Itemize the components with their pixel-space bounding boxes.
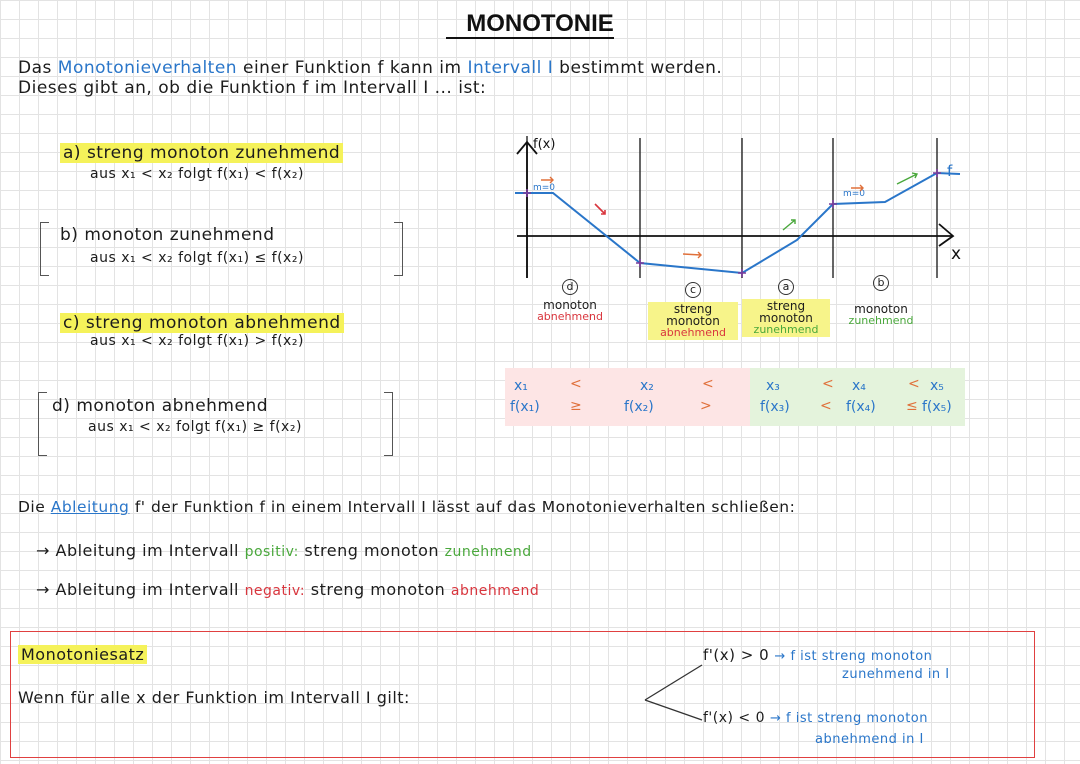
definition-a-rule: aus x₁ < x₂ folgt f(x₁) < f(x₂) xyxy=(90,166,304,182)
interval-d xyxy=(530,279,610,323)
branch-line xyxy=(645,700,702,720)
intro-line-1 xyxy=(18,58,722,78)
positive-label: positiv: xyxy=(244,544,299,560)
theorem-case-positive-cont: zunehmend in I xyxy=(842,667,950,682)
definition-c-text: c) streng monoton abnehmend xyxy=(60,313,344,333)
comparison-f-rel-2: > xyxy=(700,398,712,414)
interval-highlight xyxy=(648,302,738,340)
interval-text: zunehmend xyxy=(848,314,914,327)
positive-result: zunehmend xyxy=(444,544,532,560)
derivative-negative xyxy=(36,580,539,599)
derivative-text: streng monoton xyxy=(310,580,446,599)
intro-text: bestimmt werden. xyxy=(559,58,723,78)
comparison-x4: x₄ xyxy=(852,378,866,394)
intro-line-2: Dieses gibt an, ob die Funktion f im Intervall I ... ist: xyxy=(18,78,487,98)
function-curve xyxy=(515,173,960,273)
comparison-band-green xyxy=(750,368,965,426)
comparison-x2: x₂ xyxy=(640,378,654,394)
comparison-f4: f(x₄) xyxy=(846,399,876,415)
interval-a xyxy=(742,279,830,337)
intro-text: einer Funktion f kann im xyxy=(242,58,462,78)
theorem-case-negative xyxy=(703,710,928,726)
theorem-case-positive xyxy=(703,646,932,664)
slope-zero-left: m=0 xyxy=(533,183,556,193)
comparison-f-rel-1: ≥ xyxy=(570,398,582,414)
slope-zero-right: m=0 xyxy=(843,189,866,199)
derivative-keyword: Ableitung xyxy=(50,498,130,516)
y-axis-label: f(x) xyxy=(533,137,556,152)
comparison-x-rel-2: < xyxy=(702,376,714,392)
definition-d-label: d) monoton abnehmend xyxy=(52,396,269,416)
negative-label: negativ: xyxy=(244,583,306,599)
comparison-x-rel-1: < xyxy=(570,376,582,392)
comparison-f-rel-3: < xyxy=(820,398,832,414)
comparison-f5: f(x₅) xyxy=(922,399,952,415)
comparison-x3: x₃ xyxy=(766,378,780,394)
case-condition: f'(x) < 0 xyxy=(703,710,766,726)
interval-text: zunehmend xyxy=(753,323,819,336)
bracket-right-d xyxy=(384,392,393,456)
case-result: → f ist streng monoton xyxy=(774,649,933,664)
definition-a-label xyxy=(60,143,343,163)
definition-c-label xyxy=(60,313,344,333)
intro-keyword-monotonieverhalten: Monotonieverhalten xyxy=(57,58,238,78)
theorem-title-text: Monotoniesatz xyxy=(18,645,147,664)
derivative-intro xyxy=(18,498,795,516)
comparison-x-rel-4: < xyxy=(908,376,920,392)
definition-b-rule: aus x₁ < x₂ folgt f(x₁) ≤ f(x₂) xyxy=(90,250,304,266)
derivative-text: f' der Funktion f in einem Intervall I lässt auf das Monotonieverhalten schließen: xyxy=(134,498,796,516)
comparison-x-rel-3: < xyxy=(822,376,834,392)
comparison-f-rel-4: ≤ xyxy=(906,398,918,414)
x-axis-label: x xyxy=(951,244,962,264)
branch-line xyxy=(645,665,702,700)
interval-text: monoton xyxy=(666,314,720,328)
interval-letter: d xyxy=(562,279,578,295)
slope-arrow-up xyxy=(897,173,917,184)
definition-d-rule: aus x₁ < x₂ folgt f(x₁) ≥ f(x₂) xyxy=(88,419,302,435)
monotonie-graph xyxy=(505,128,980,288)
intro-keyword-intervall: Intervall I xyxy=(467,58,554,78)
interval-text: abnehmend xyxy=(537,310,603,323)
interval-c xyxy=(648,282,738,340)
bracket-right-b xyxy=(394,222,403,276)
derivative-text: Die xyxy=(18,498,46,516)
point-marker xyxy=(933,169,941,177)
x-axis-arrow xyxy=(939,224,953,246)
slope-arrow-up xyxy=(783,220,795,230)
derivative-positive xyxy=(36,541,532,560)
case-condition: f'(x) > 0 xyxy=(703,646,770,664)
interval-text: monoton xyxy=(854,302,908,316)
negative-result: abnehmend xyxy=(450,583,540,599)
interval-letter: b xyxy=(873,275,889,291)
comparison-x5: x₅ xyxy=(930,378,944,394)
interval-letter: a xyxy=(778,279,794,295)
interval-text: monoton xyxy=(543,298,597,312)
interval-letter: c xyxy=(685,282,701,298)
intro-text: Das xyxy=(18,58,52,78)
bracket-left-b xyxy=(40,222,49,276)
comparison-f2: f(x₂) xyxy=(624,399,654,415)
interval-b xyxy=(838,275,924,327)
interval-text: streng xyxy=(766,299,806,313)
derivative-text: → Ableitung im Intervall xyxy=(36,580,239,599)
page-title: MONOTONIE xyxy=(466,10,614,37)
definition-b-label: b) monoton zunehmend xyxy=(60,225,275,245)
point-marker xyxy=(523,189,531,197)
theorem-title xyxy=(18,645,147,664)
slope-arrow-flat xyxy=(683,252,701,258)
theorem-case-negative-cont: abnehmend in I xyxy=(815,732,924,747)
derivative-text: streng monoton xyxy=(304,541,439,560)
interval-text: streng xyxy=(673,302,713,316)
bracket-left-d xyxy=(38,392,47,456)
theorem-condition: Wenn für alle x der Funktion im Intervall I gilt: xyxy=(18,688,410,707)
slope-arrow-down xyxy=(595,204,605,214)
derivative-text: → Ableitung im Intervall xyxy=(36,541,239,560)
interval-text: monoton xyxy=(759,311,813,325)
function-label: f xyxy=(947,162,953,180)
definition-a-text: a) streng monoton zunehmend xyxy=(60,143,343,163)
comparison-x1: x₁ xyxy=(514,378,528,394)
interval-highlight xyxy=(742,299,830,337)
comparison-f3: f(x₃) xyxy=(760,399,790,415)
definition-c-rule: aus x₁ < x₂ folgt f(x₁) > f(x₂) xyxy=(90,333,304,349)
interval-text: abnehmend xyxy=(660,326,726,339)
case-result: → f ist streng monoton xyxy=(769,711,928,726)
comparison-f1: f(x₁) xyxy=(510,399,540,415)
title-underline xyxy=(446,37,614,39)
